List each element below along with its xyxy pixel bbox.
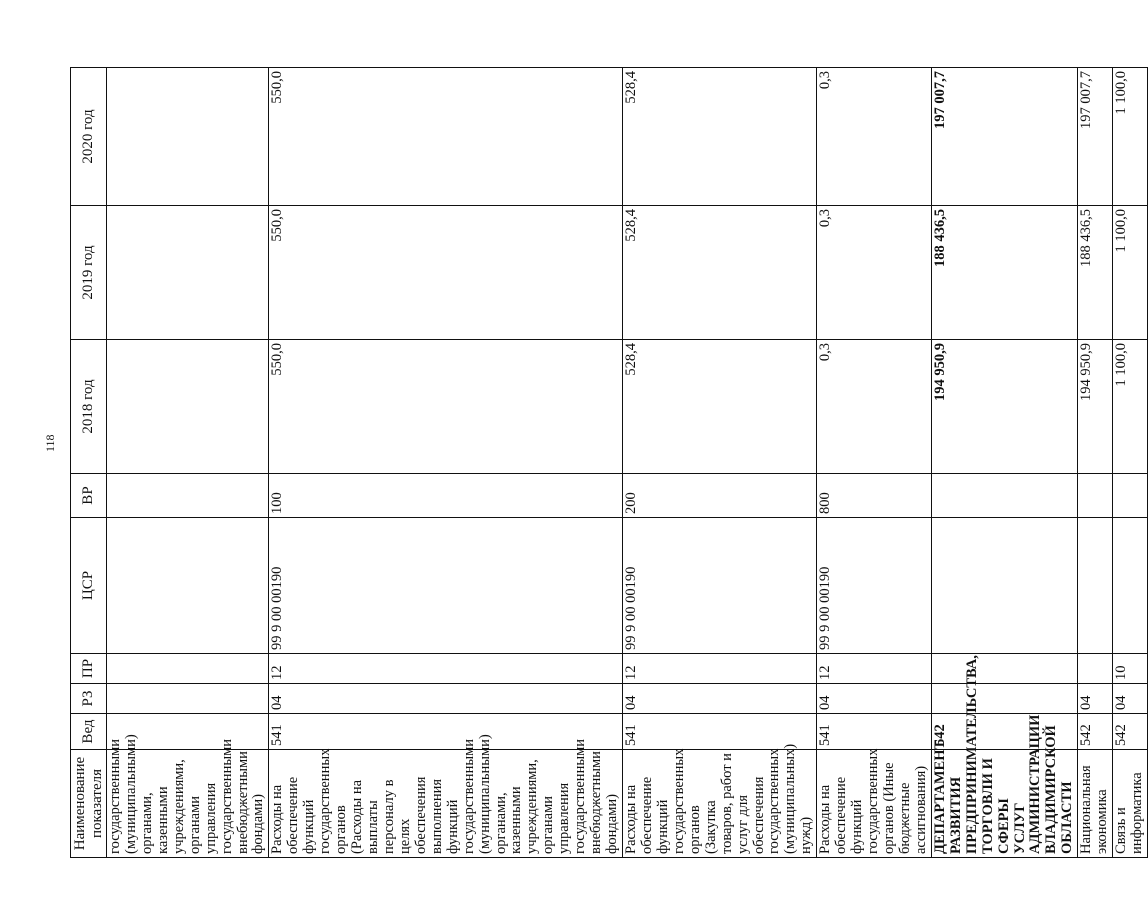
header-2019: 2019 год	[71, 206, 107, 340]
cell-rz	[107, 684, 269, 714]
cell-name: Связь и информатика	[1113, 750, 1148, 858]
cell-y2019	[107, 206, 269, 340]
cell-vr: 800	[817, 474, 932, 518]
cell-rz: 04	[1078, 684, 1113, 714]
cell-y2019: 188 436,5	[1078, 206, 1113, 340]
cell-vr	[107, 474, 269, 518]
cell-csr	[107, 518, 269, 654]
cell-vr: 200	[623, 474, 817, 518]
table-row	[269, 68, 623, 858]
cell-name: Расходы на обеспечение функций государственных органов (Расходы на выплаты персоналу в целях обеспечения выполнения функций государственными (муниципальными) органами, казенными учреждениями, органами управления государственными внебюджетными фондами)	[269, 750, 623, 858]
cell-y2020: 1 100,0	[1113, 68, 1148, 206]
cell-ved: 542	[1078, 714, 1113, 750]
cell-y2018: 0,3	[817, 340, 932, 474]
cell-vr	[1113, 474, 1148, 518]
cell-y2018: 550,0	[269, 340, 623, 474]
cell-y2018: 194 950,9	[931, 340, 1077, 474]
header-ved: Вед	[71, 714, 107, 750]
cell-rz: 04	[623, 684, 817, 714]
table-row	[623, 68, 817, 858]
header-vr: ВР	[71, 474, 107, 518]
cell-pr	[107, 654, 269, 684]
cell-vr: 100	[269, 474, 623, 518]
cell-pr: 12	[269, 654, 623, 684]
header-2020: 2020 год	[71, 68, 107, 206]
cell-csr	[1078, 518, 1113, 654]
cell-ved: 541	[817, 714, 932, 750]
cell-rz: 04	[817, 684, 932, 714]
table-row	[1113, 68, 1148, 858]
cell-y2019: 528,4	[623, 206, 817, 340]
table-row	[931, 68, 1077, 858]
cell-vr	[931, 474, 1077, 518]
cell-y2018: 194 950,9	[1078, 340, 1113, 474]
table-header-row	[71, 68, 107, 858]
cell-rz: 04	[269, 684, 623, 714]
table-row	[1078, 68, 1113, 858]
page-number: 118	[43, 434, 57, 452]
cell-pr: 12	[817, 654, 932, 684]
rotated-table-container	[70, 68, 1146, 858]
header-2018: 2018 год	[71, 340, 107, 474]
cell-name: Национальная экономика	[1078, 750, 1113, 858]
cell-csr: 99 9 00 00190	[817, 518, 932, 654]
cell-y2020: 528,4	[623, 68, 817, 206]
cell-y2019: 188 436,5	[931, 206, 1077, 340]
cell-y2018	[107, 340, 269, 474]
cell-csr	[931, 518, 1077, 654]
budget-table	[70, 67, 1148, 858]
cell-y2019: 1 100,0	[1113, 206, 1148, 340]
cell-name: ДЕПАРТАМЕНТ РАЗВИТИЯ ПРЕДПРИНИМАТЕЛЬСТВА, ТОРГОВЛИ И СФЕРЫ УСЛУГ АДМИНИСТРАЦИИ ВЛАДИМИРСКОЙ ОБЛАСТИ	[931, 750, 1077, 858]
cell-pr	[1078, 654, 1113, 684]
cell-pr: 10	[1113, 654, 1148, 684]
cell-y2020: 197 007,7	[931, 68, 1077, 206]
table-row	[107, 68, 269, 858]
cell-name: Расходы на обеспечение функций государственных органов (Закупка товаров, работ и услуг для обеспечения государственных (муниципальных) нужд)	[623, 750, 817, 858]
cell-csr: 99 9 00 00190	[269, 518, 623, 654]
table-row	[817, 68, 932, 858]
cell-ved: 541	[623, 714, 817, 750]
cell-y2020: 197 007,7	[1078, 68, 1113, 206]
cell-y2018: 1 100,0	[1113, 340, 1148, 474]
cell-rz	[931, 684, 1077, 714]
cell-vr	[1078, 474, 1113, 518]
cell-name: государственными (муниципальными) органами, казенными учреждениями, органами управления государственными внебюджетными фондами)	[107, 750, 269, 858]
cell-pr	[931, 654, 1077, 684]
cell-y2020: 0,3	[817, 68, 932, 206]
cell-y2019: 550,0	[269, 206, 623, 340]
cell-name: Расходы на обеспечение функций государственных органов (Иные бюджетные ассигнования)	[817, 750, 932, 858]
cell-pr: 12	[623, 654, 817, 684]
header-pr: ПР	[71, 654, 107, 684]
cell-y2019: 0,3	[817, 206, 932, 340]
cell-rz: 04	[1113, 684, 1148, 714]
cell-y2020	[107, 68, 269, 206]
header-name: Наименование показателя	[71, 750, 107, 858]
cell-y2018: 528,4	[623, 340, 817, 474]
header-csr: ЦСР	[71, 518, 107, 654]
cell-csr: 99 9 00 00190	[623, 518, 817, 654]
header-rz: РЗ	[71, 684, 107, 714]
cell-ved: 542	[1113, 714, 1148, 750]
cell-y2020: 550,0	[269, 68, 623, 206]
cell-ved: 541	[269, 714, 623, 750]
cell-ved: 542	[931, 714, 1077, 750]
cell-csr	[1113, 518, 1148, 654]
